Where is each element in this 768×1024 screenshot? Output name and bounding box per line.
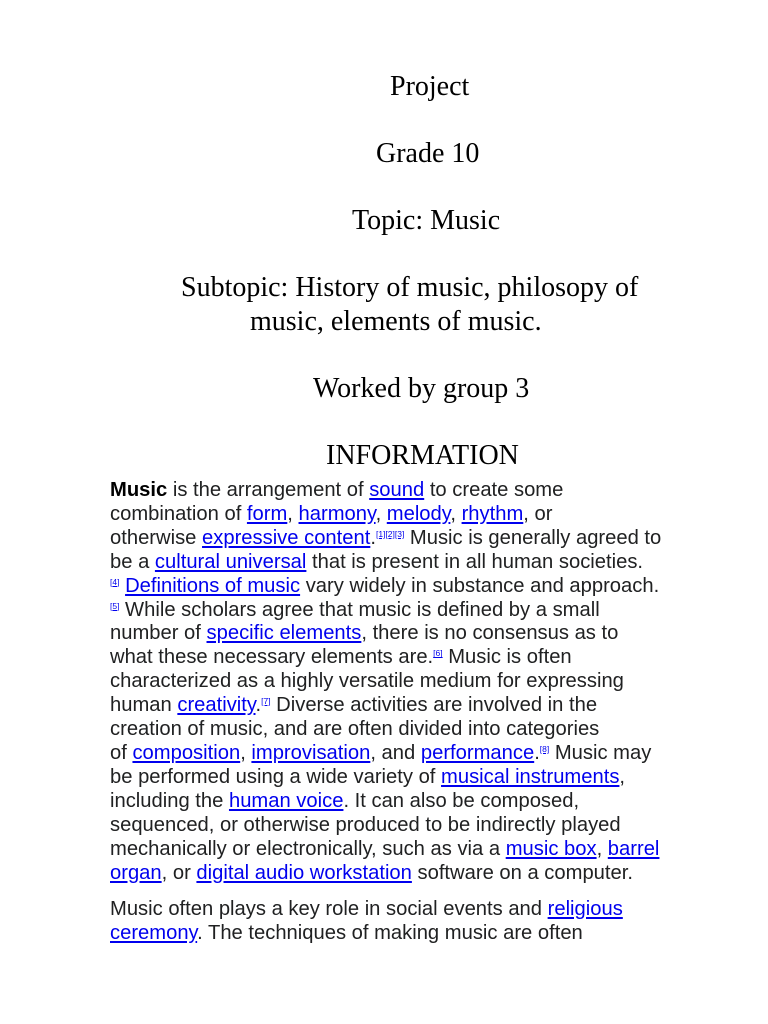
text: otherwise	[110, 526, 203, 549]
citation-3[interactable]: [3]	[394, 528, 405, 539]
citation-4[interactable]: [4]	[110, 576, 120, 587]
link-rhythm[interactable]: rhythm	[461, 502, 524, 525]
link-performance[interactable]: performance	[420, 741, 535, 764]
text: . The techniques of making music are often	[197, 921, 583, 944]
text: , or	[161, 861, 197, 884]
link-digital-audio-workstation[interactable]: digital audio workstation	[196, 861, 412, 884]
text: ,	[287, 502, 299, 525]
text: .	[370, 526, 376, 549]
citation-8[interactable]: [8]	[539, 743, 550, 754]
text: that is present in all human societies.	[306, 550, 644, 573]
text: Music may	[549, 741, 652, 764]
text: , and	[370, 741, 421, 764]
citation-7[interactable]: [7]	[261, 696, 271, 707]
text: sequenced, or otherwise produced to be indirectly played	[110, 813, 621, 836]
text: , or	[523, 502, 553, 525]
link-religious-ceremony[interactable]: religious	[547, 898, 623, 920]
link-sound[interactable]: sound	[369, 479, 425, 501]
topic-heading: Topic: Music	[352, 205, 501, 236]
link-barrel-organ-cont[interactable]: organ	[110, 861, 162, 884]
bold-term-music: Music	[110, 479, 168, 501]
music-paragraph-2	[110, 898, 720, 946]
subtopic-line-1: Subtopic: History of music, philosopy of	[181, 272, 639, 303]
link-human-voice[interactable]: human voice	[228, 789, 344, 812]
text: ,	[596, 837, 608, 860]
text: .	[255, 694, 262, 717]
text: Music often plays a key role in social events and	[110, 898, 548, 920]
citation-1[interactable]: [1]	[375, 528, 386, 539]
text: , there is no consensus as to	[361, 622, 619, 645]
link-improvisation[interactable]: improvisation	[251, 741, 371, 764]
text: ,	[375, 502, 387, 525]
text: be performed using a wide variety of	[110, 765, 442, 788]
text: .	[534, 741, 540, 764]
text: characterized as a highly versatile medium for expressing	[110, 670, 624, 693]
link-expressive-content[interactable]: expressive content	[202, 526, 371, 549]
subtopic-line-2: music, elements of music.	[250, 306, 542, 337]
text: vary widely in substance and approach.	[300, 574, 660, 597]
text: what these necessary elements are.	[110, 646, 434, 669]
text: software on a computer.	[411, 861, 633, 884]
link-specific-elements[interactable]: specific elements	[206, 622, 362, 645]
text: to create some	[424, 479, 564, 501]
link-harmony[interactable]: harmony	[298, 502, 376, 525]
text: including the	[110, 789, 229, 812]
link-cultural-universal[interactable]: cultural universal	[154, 550, 307, 573]
information-heading: INFORMATION	[326, 440, 519, 471]
text: human	[110, 694, 178, 717]
music-paragraph-1	[110, 479, 720, 885]
text: is the arrangement of	[167, 479, 370, 501]
link-barrel-organ[interactable]: barrel	[607, 837, 660, 860]
citation-6[interactable]: [6]	[433, 648, 443, 659]
link-definitions-of-music[interactable]: Definitions of music	[125, 574, 301, 597]
citation-5[interactable]: [5]	[110, 600, 120, 611]
link-melody[interactable]: melody	[386, 502, 451, 525]
text: ,	[240, 741, 252, 764]
text: mechanically or electronically, such as via a	[110, 837, 506, 860]
text: creation of music, and are often divided into categories	[110, 718, 600, 741]
citation-2[interactable]: [2]	[385, 528, 395, 539]
text: Diverse activities are involved in the	[270, 694, 598, 717]
text: . It can also be composed,	[343, 789, 580, 812]
link-form[interactable]: form	[246, 502, 288, 525]
text: ,	[450, 502, 462, 525]
text: combination of	[110, 502, 247, 525]
text: While scholars agree that music is defined by a small	[119, 598, 600, 621]
link-music-box[interactable]: music box	[505, 837, 597, 860]
text: Music is generally agreed to	[404, 526, 662, 549]
link-religious-ceremony-cont[interactable]: ceremony	[110, 921, 198, 944]
text: number of	[110, 622, 207, 645]
project-title: Project	[390, 71, 470, 102]
grade-heading: Grade 10	[376, 138, 480, 169]
citation-refs-1-3	[376, 529, 404, 539]
link-musical-instruments[interactable]: musical instruments	[441, 765, 620, 788]
link-composition[interactable]: composition	[132, 741, 241, 764]
text: be a	[110, 550, 155, 573]
text: of	[110, 741, 133, 764]
link-creativity[interactable]: creativity	[177, 694, 256, 717]
text: ,	[619, 765, 626, 788]
worked-by-heading: Worked by group 3	[313, 373, 530, 404]
text: Music is often	[442, 646, 572, 669]
